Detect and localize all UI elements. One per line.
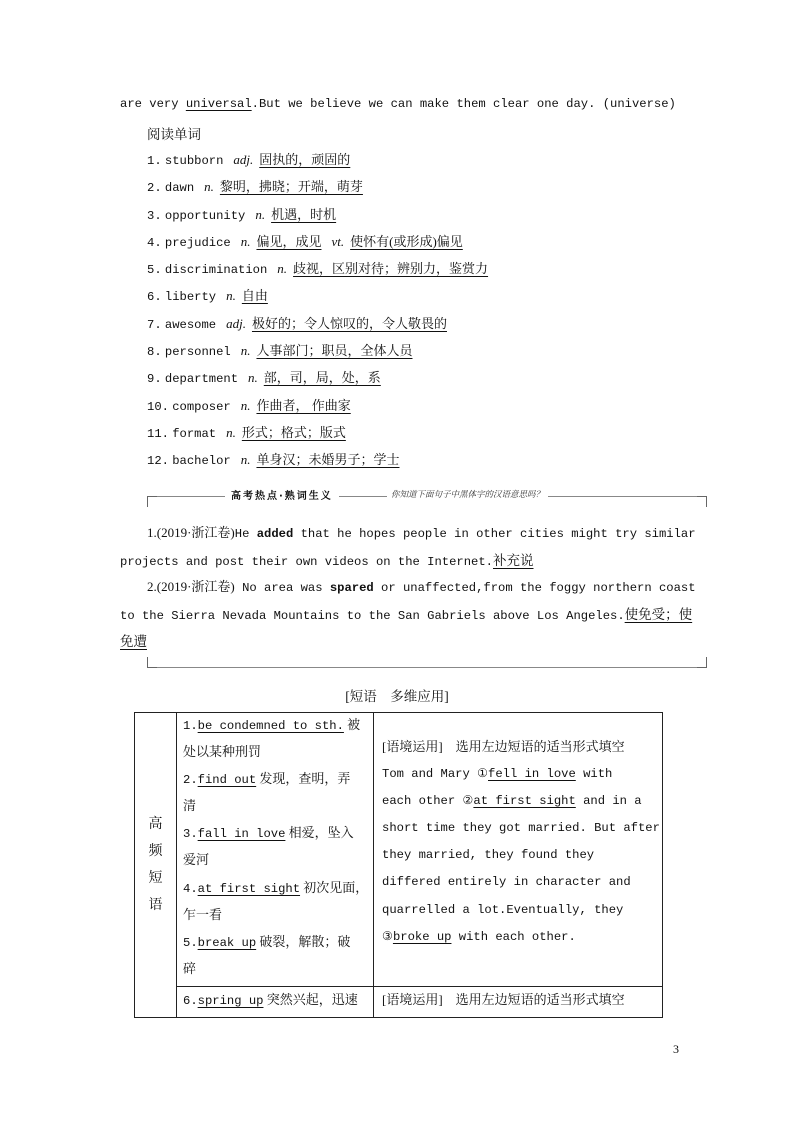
vocab-pos: n. (240, 452, 251, 468)
context-answer: fell in love (488, 767, 576, 782)
vocab-pos: n. (248, 370, 258, 386)
vocab-pos: adj. (233, 152, 254, 167)
hot-item-1-pre: He (234, 527, 257, 541)
phrase-text: break up (197, 935, 257, 950)
vocab-item (147, 286, 488, 313)
vocab-num: 10. (147, 399, 169, 414)
vocab-pos: n. (277, 261, 288, 277)
vocab-word: awesome (164, 317, 217, 332)
hot-item-1-label: 1.(2019·浙江卷) (147, 525, 235, 540)
context-line (382, 845, 658, 872)
hot-item-2-label: 2.(2019·浙江卷) (147, 579, 235, 594)
vocab-item (147, 205, 488, 232)
intro-post: .But we believe we can make them clear one day. (251, 97, 596, 111)
vocab-meaning: 部，司，局，处，系 (263, 370, 381, 386)
hot-item-1-line2: projects and post their own videos on the Internet. (120, 555, 493, 569)
vocab-meaning: 固执的，顽固的 (259, 152, 351, 167)
phrase-item-6 (183, 987, 369, 1017)
phrase-text: find out (197, 773, 257, 788)
row-head-char: 高 (148, 817, 163, 833)
phrase-num: 1. (183, 719, 198, 733)
vocab-word: opportunity (164, 208, 246, 223)
context-line (382, 818, 658, 845)
context-label: [语境运用] 选用左边短语的适当形式填空 (382, 739, 625, 754)
vocab-pos: n. (226, 288, 236, 304)
context-pre: Tom and Mary ① (382, 767, 489, 782)
phrase-meaning: 相爱，坠入 (285, 825, 354, 841)
vocab-word: liberty (164, 290, 217, 305)
phrase-meaning-cont: 清 (183, 798, 197, 814)
phrase-meaning: 突然兴起，迅速 (263, 991, 358, 1007)
phrase-num: 3. (183, 827, 198, 842)
phrase-item (183, 823, 369, 850)
vocab-item (147, 232, 488, 259)
vocab-item (147, 450, 488, 477)
context-pre: each other ② (382, 794, 474, 809)
hot-item-2-post: or unaffected,from the foggy northern coast (373, 581, 696, 595)
hot-item-2-pre: No area was (234, 581, 330, 595)
vocab-meaning: 作曲者， 作曲家 (256, 397, 351, 413)
context-post: with each other. (451, 929, 576, 944)
phrase-meaning: 被 (343, 717, 361, 732)
hot-item-2-line-2 (120, 603, 692, 623)
intro-hint: (universe) (602, 97, 676, 111)
vocab-pos: n. (255, 206, 266, 222)
phrase-item (183, 769, 369, 796)
phrase-num: 4. (183, 881, 198, 896)
row-head (135, 713, 177, 1018)
vocab-meaning: 机遇，时机 (271, 206, 337, 222)
vocab-list (147, 150, 488, 478)
phrase-table (134, 712, 663, 1018)
phrase-text: fall in love (197, 827, 286, 842)
row-head-char: 语 (148, 898, 163, 914)
vocab-pos: n. (226, 424, 236, 440)
context-pre: differed entirely in character and (382, 875, 631, 890)
vocab-pos-2: vt. (331, 233, 345, 249)
context-cell-2 (374, 986, 663, 1017)
vocab-word: prejudice (164, 235, 231, 250)
vocab-num: 12. (147, 454, 169, 469)
vocab-word: department (164, 372, 239, 387)
context-pre: they married, they found they (382, 848, 595, 863)
phrase-num: 5. (183, 935, 198, 950)
phrase-num: 6. (183, 993, 198, 1008)
phrase-section-title: [短语 多维应用] (345, 689, 449, 704)
hot-item-2-answer-a: 使免受；使 (624, 607, 693, 622)
vocab-pos: n. (204, 179, 214, 195)
hot-item-1-post: that he hopes people in other cities might try similar (293, 527, 696, 541)
vocab-item (147, 177, 488, 204)
vocab-meaning: 极好的；令人惊叹的，令人敬畏的 (251, 315, 447, 331)
vocab-item (147, 150, 488, 177)
phrase-meaning-cont: 乍一看 (183, 906, 223, 922)
vocab-pos: n. (240, 343, 251, 359)
hot-item-2-bold: spared (329, 581, 374, 595)
vocab-item (147, 396, 488, 423)
phrase-meaning-cont: 处以某种刑罚 (183, 744, 262, 760)
context-line (382, 900, 658, 927)
context-answer: at first sight (473, 794, 576, 809)
phrase-text: spring up (197, 993, 264, 1008)
intro-answer: universal (185, 97, 252, 111)
vocab-item (147, 368, 488, 395)
vocab-pos: n. (240, 397, 251, 413)
hot-item-1-answer: 补充说 (493, 553, 534, 568)
vocab-meaning: 单身汉；未婚男子；学士 (256, 452, 400, 468)
vocab-num: 1. (147, 154, 162, 168)
page-number: 3 (673, 1042, 679, 1056)
context-spacer (382, 713, 658, 737)
phrase-text: be condemned to sth. (197, 719, 344, 733)
vocab-word: format (172, 426, 217, 441)
phrase-item (183, 932, 369, 959)
context-line (382, 791, 658, 818)
context-line (382, 764, 658, 791)
context-pre: short time they got married. But after (382, 821, 660, 836)
context-cell (374, 713, 663, 987)
vocab-word: personnel (164, 345, 231, 360)
context-line (382, 872, 658, 899)
hot-item-2-line2: to the Sierra Nevada Mountains to the San Gabriels above Los Angeles. (120, 609, 625, 623)
reading-heading: 阅读单词 (147, 127, 201, 142)
hot-item-2-line-3 (120, 630, 147, 650)
context-answer: broke up (392, 929, 452, 944)
vocab-word: dawn (164, 181, 195, 196)
phrase-list-cell-2 (177, 986, 374, 1017)
hot-item-1-line-2 (120, 549, 534, 569)
vocab-num: 9. (147, 372, 162, 387)
phrase-item (183, 713, 369, 742)
intro-pre: are very (120, 97, 186, 111)
phrase-meaning-cont: 碎 (183, 960, 197, 976)
vocab-item (147, 423, 488, 450)
hot-item-1-line-1 (147, 522, 696, 541)
vocab-pos: n. (240, 233, 251, 249)
vocab-meaning: 歧视，区别对待；辨别力，鉴赏力 (293, 261, 489, 277)
context-line (382, 927, 658, 954)
context-post: and in a (575, 794, 642, 809)
vocab-item (147, 341, 488, 368)
vocab-num: 5. (147, 263, 162, 278)
context-post: with (575, 767, 613, 782)
vocab-num: 11. (147, 426, 169, 441)
context-pre: quarrelled a lot.Eventually, they (382, 902, 624, 917)
phrase-list-cell (177, 713, 374, 987)
vocab-meaning: 黎明，拂晓；开端，萌芽 (219, 179, 363, 195)
vocab-meaning: 人事部门；职员，全体人员 (256, 343, 413, 359)
intro-sentence (120, 97, 676, 111)
row-head-char: 短 (148, 871, 163, 887)
vocab-meaning: 自由 (241, 288, 268, 304)
context-label-2: [语境运用] 选用左边短语的适当形式填空 (382, 991, 625, 1007)
hot-subtitle: 你知道下面句子中黑体字的汉语意思吗？ (387, 488, 548, 500)
vocab-word: stubborn (164, 154, 224, 168)
vocab-num: 7. (147, 317, 162, 332)
vocab-meaning: 偏见，成见 (256, 233, 322, 249)
phrase-num: 2. (183, 773, 198, 788)
vocab-num: 2. (147, 181, 162, 196)
hot-item-1-bold: added (256, 527, 294, 541)
vocab-word: discrimination (164, 263, 268, 278)
vocab-meaning: 形式；格式；版式 (241, 424, 346, 440)
row-head-char: 频 (148, 844, 163, 860)
vocab-num: 8. (147, 345, 162, 360)
phrase-meaning: 破裂，解散；破 (256, 933, 351, 949)
hot-item-2-answer-b: 免遭 (120, 634, 147, 649)
vocab-num: 3. (147, 208, 162, 223)
phrase-item (183, 878, 369, 905)
phrase-meaning: 发现，查明，弄 (256, 771, 351, 787)
hot-item-2-line-1 (147, 576, 696, 595)
vocab-num: 4. (147, 235, 162, 250)
vocab-item (147, 259, 488, 286)
vocab-pos: adj. (226, 315, 246, 331)
vocab-meaning-2: 使怀有(或形成)偏见 (350, 233, 463, 249)
phrase-text: at first sight (197, 881, 301, 896)
context-pre: ③ (382, 929, 393, 944)
phrase-meaning: 初次见面， (300, 879, 369, 895)
hot-title: 高考热点·熟词生义 (225, 487, 339, 502)
vocab-num: 6. (147, 290, 162, 305)
vocab-word: bachelor (172, 454, 231, 469)
vocab-item (147, 314, 488, 341)
phrase-meaning-cont: 爱河 (183, 852, 210, 868)
vocab-word: composer (172, 399, 231, 414)
